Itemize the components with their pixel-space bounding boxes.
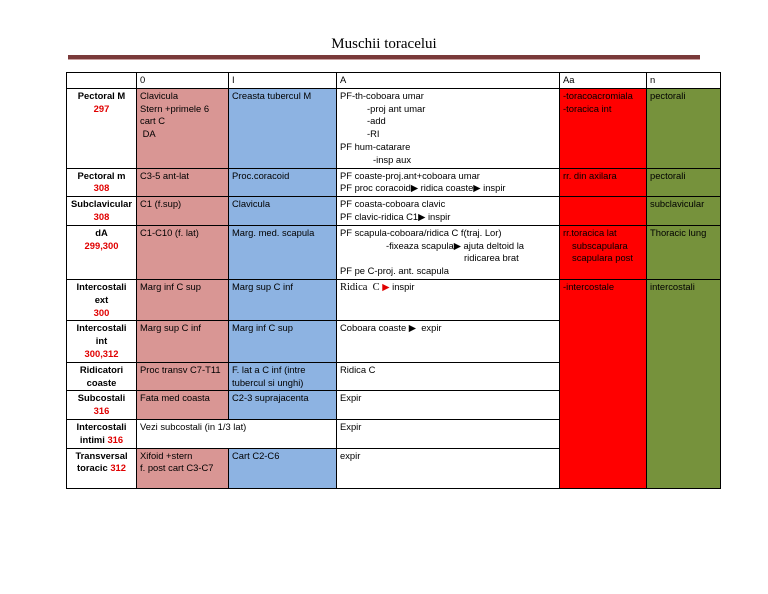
nerve-cell: pectorali [647,88,721,168]
artery-cell [560,197,647,226]
page-number: 308 [93,210,110,222]
muscle-name-cell [67,448,137,488]
action-line: PF pe C-proj. ant. scapula [340,265,449,277]
page-number: 316 [93,405,110,417]
insertion-line: tubercul si unghi) [232,376,304,388]
action-line: PF coasta-coboara clavic [340,198,446,210]
action-cell: Coboara coaste ▶ expir [337,321,560,362]
action-line: ridicarea brat [464,252,519,264]
page-number: 300,312 [84,347,119,359]
action-line: PF coaste-proj.ant+coboara umar [340,169,480,181]
insertion-cell: Cart C2-C6 [229,448,337,488]
muscle-name-cell [67,391,137,420]
origin-line: cart C [140,115,166,127]
action-line: PF-th-coboara umar [340,89,424,101]
origin-line: Stern +primele 6 [140,102,210,114]
artery-cell: rr. din axilara [560,168,647,197]
muscle-name: Intercostali ext [76,280,127,305]
action-line: -insp aux [373,153,412,165]
artery-cell: -intercostale [560,279,647,488]
nerve-cell: intercostali [647,279,721,488]
origin-cell [137,88,229,168]
insertion-line: Creasta tubercul M [232,89,312,101]
muscle-name: Pectoral m [77,169,126,181]
muscle-name-cell [67,362,137,391]
header-nerve: n [647,73,721,89]
insertion-cell [229,362,337,391]
table-row [67,279,721,320]
muscle-name-cell [67,279,137,320]
origin-cell [137,448,229,488]
origin-cell: C1-C10 (f. lat) [137,225,229,279]
origin-cell: Fata med coasta [137,391,229,420]
header-row [67,73,721,89]
insertion-line: F. lat a C inf (intre [232,363,306,375]
muscle-name-cell [67,419,137,448]
action-line: PF hum-catarare [340,140,411,152]
table-row [67,168,721,197]
page-number: 297 [93,102,110,114]
insertion-cell: Clavicula [229,197,337,226]
insertion-cell: Marg. med. scapula [229,225,337,279]
action-cell: Ridica C [337,362,560,391]
action-line: -fixeaza scapula▶ ajuta deltoid la [386,239,525,251]
action-cell [337,88,560,168]
insertion-cell: Marg sup C inf [229,279,337,320]
action-line: PF proc coracoid▶ ridica coaste▶ inspir [340,182,506,194]
action-cell [337,197,560,226]
origin-cell: Marg inf C sup [137,279,229,320]
artery-cell [560,88,647,168]
action-line: PF clavic-ridica C1▶ inspir [340,210,451,222]
nerve-cell: pectorali [647,168,721,197]
muscle-name-cell [67,197,137,226]
action-cell: Expir [337,391,560,420]
origin-cell: Proc transv C7-T11 [137,362,229,391]
artery-line: -toracica int [563,102,612,114]
page-number: 300 [93,306,110,318]
action-line: -add [367,115,386,127]
muscle-name: Intercostali intimi [76,420,127,445]
origin-line: Xifoid +stern [140,449,193,461]
page-number: 316 [107,433,124,445]
insertion-cell: Marg inf C sup [229,321,337,362]
arrow-icon: ▶ [382,280,390,292]
action-line: -RI [367,128,380,140]
page-number: 308 [93,182,110,194]
nerve-cell: Thoracic lung [647,225,721,279]
muscle-name-cell [67,168,137,197]
muscle-name: Pectoral M [77,89,126,101]
muscle-name: Ridicatori coaste [79,363,124,388]
origin-line: Clavicula [140,89,179,101]
page-title: Muschii toracelui [331,36,437,52]
page-number: 312 [110,462,126,474]
action-cell: expir [337,448,560,488]
muscle-name: Subclavicular [71,198,132,210]
muscle-name: Subcostali [77,392,126,404]
artery-cell [560,225,647,279]
title-divider [68,55,700,60]
artery-line: rr.toracica lat [563,226,617,238]
origin-cell: Marg sup C inf [137,321,229,362]
artery-line: -toracoacromiala [563,89,633,101]
table-row [67,197,721,226]
action-cell [337,168,560,197]
muscle-name: Transversal toracic [75,449,128,474]
header-muscle [67,73,137,89]
nerve-cell: subclavicular [647,197,721,226]
insertion-cell: C2-3 suprajacenta [229,391,337,420]
action-line: -proj ant umar [367,102,426,114]
muscle-table [66,72,721,489]
action-cell [337,279,560,320]
muscle-name: Intercostali int [76,322,127,347]
artery-line: subscapulara [572,239,628,251]
action-text: Ridica C [340,281,380,293]
origin-insertion-cell: Vezi subcostali (in 1/3 lat) [137,419,337,448]
header-action: A [337,73,560,89]
muscle-name-cell [67,321,137,362]
insertion-cell: Proc.coracoid [229,168,337,197]
action-cell [337,225,560,279]
page-number: 299,300 [84,239,119,251]
action-cell: Expir [337,419,560,448]
artery-line: scapulara post [572,252,633,264]
origin-cell: C3-5 ant-lat [137,168,229,197]
muscle-name-cell [67,88,137,168]
header-artery: Aa [560,73,647,89]
header-insertion: I [229,73,337,89]
origin-line: f. post cart C3-C7 [140,462,214,474]
table-row [67,225,721,279]
action-text: inspir [392,280,415,292]
origin-line: DA [140,128,156,140]
header-origin: 0 [137,73,229,89]
table-row [67,88,721,168]
origin-cell: C1 (f.sup) [137,197,229,226]
muscle-name-cell [67,225,137,279]
muscle-name: dA [95,226,108,238]
action-line: PF scapula-coboara/ridica C f(traj. Lor) [340,226,502,238]
insertion-cell [229,88,337,168]
